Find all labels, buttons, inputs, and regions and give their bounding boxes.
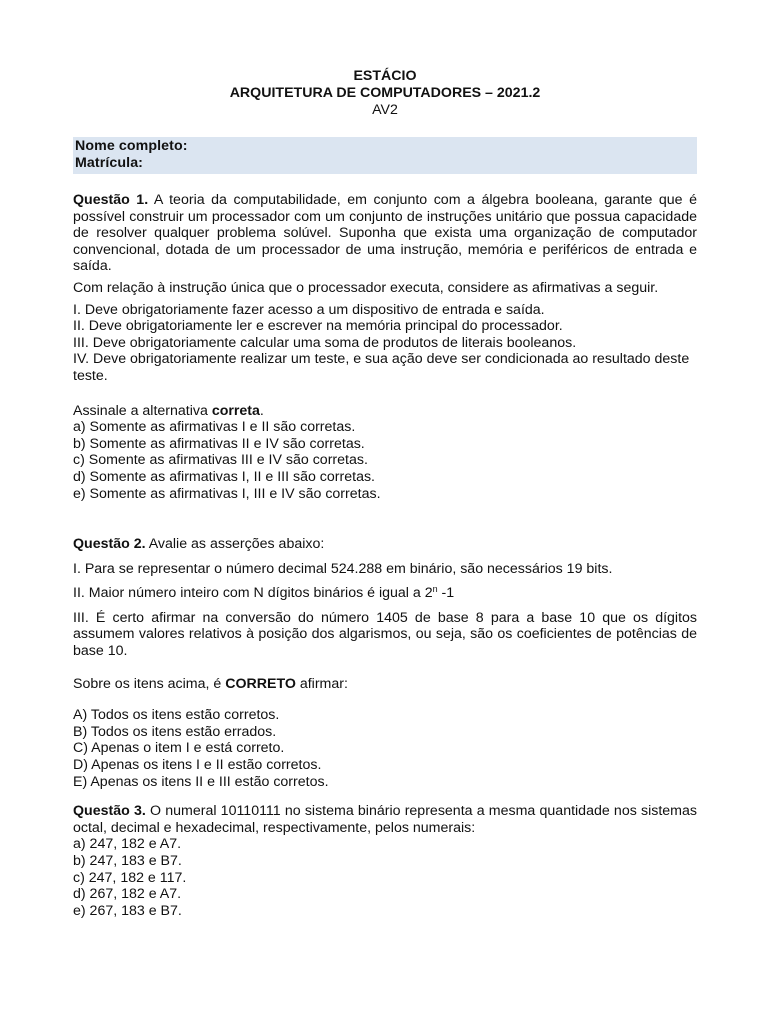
option-item: d) 267, 182 e A7.: [73, 886, 182, 903]
question-3: [73, 803, 697, 919]
question-2-options: [73, 707, 697, 790]
option-item: e) Somente as afirmativas I, III e IV são corretas.: [73, 485, 381, 502]
assertion-2: II. Maior número inteiro com N dígitos binários é igual a 2$^n$ -1: [73, 584, 455, 602]
question-1-context: Com relação à instrução única que o processador executa, considere as afirmativas a seguir.: [73, 279, 659, 296]
option-item: a) Somente as afirmativas I e II são corretas.: [73, 419, 356, 436]
option-item: B) Todos os itens estão errados.: [73, 723, 277, 740]
student-info-box: [73, 137, 697, 174]
question-1-text: A teoria da computabilidade, em conjunto com a álgebra booleana, garante que é possível construir um processador com um conjunto de instruções unitário que possua capacidade de resolver qualquer problema solúvel. Suponha que exista uma organização de computador convencional, dotada de um processador de uma instrução, memória e periféricos de entrada e saída.: [73, 192, 697, 275]
option-item: a) 247, 182 e A7.: [73, 836, 182, 853]
question-3-options: [73, 836, 697, 919]
question-1-statements: [73, 302, 697, 385]
name-label: Nome completo:: [75, 138, 188, 154]
question-3-intro: [73, 803, 697, 836]
institution-title: ESTÁCIO: [353, 68, 417, 84]
assertion-3: III. É certo afirmar na conversão do número 1405 de base 8 para a base 10 que os dígitos assumem valores relativos à posição dos algarismos, ou seja, são os coeficientes de potências de base 10.: [73, 609, 697, 660]
option-item: D) Apenas os itens I e II estão corretos.: [73, 757, 322, 774]
option-item: c) Somente as afirmativas III e IV são corretas.: [73, 452, 368, 469]
question-1-label: Questão 1.: [73, 192, 149, 208]
statement-item: I. Deve obrigatoriamente fazer acesso a um dispositivo de entrada e saída.: [73, 301, 545, 318]
statement-item: III. Deve obrigatoriamente calcular uma soma de produtos de literais booleanos.: [73, 334, 577, 351]
question-1-intro: [73, 192, 697, 275]
option-item: e) 267, 183 e B7.: [73, 902, 182, 919]
option-item: b) Somente as afirmativas II e IV são corretas.: [73, 435, 365, 452]
exam-title: AV2: [372, 102, 398, 118]
document-page: [73, 68, 697, 919]
registration-label: Matrícula:: [75, 155, 144, 171]
course-title: ARQUITETURA DE COMPUTADORES – 2021.2: [229, 85, 541, 101]
question-2-text: Avalie as asserções abaixo:: [145, 536, 325, 553]
option-item: A) Todos os itens estão corretos.: [73, 707, 280, 724]
option-item: c) 247, 182 e 117.: [73, 869, 187, 886]
statement-item: IV. Deve obrigatoriamente realizar um teste, e sua ação deve ser condicionada ao resultado deste teste.: [73, 351, 690, 384]
question-2-label: Questão 2.: [73, 536, 146, 553]
option-item: b) 247, 183 e B7.: [73, 853, 182, 869]
option-item: d) Somente as afirmativas I, II e III são corretas.: [73, 468, 375, 485]
question-2-prompt: Sobre os itens acima, é CORRETO afirmar:: [73, 675, 348, 692]
option-item: E) Apenas os itens II e III estão corretos.: [73, 773, 329, 790]
question-1-options: [73, 419, 697, 502]
question-3-label: Questão 3.: [73, 803, 146, 820]
question-3-text: O numeral 10110111 no sistema binário representa a mesma quantidade nos sistemas octal, decimal e hexadecimal, respectivamente, pelos numerais:: [73, 803, 697, 836]
option-item: C) Apenas o item I e está correto.: [73, 740, 285, 757]
assertion-1: I. Para se representar o número decimal 524.288 em binário, são necessários 19 bits.: [73, 560, 613, 577]
question-1-prompt: Assinale a alternativa correta.: [73, 402, 264, 419]
statement-item: II. Deve obrigatoriamente ler e escrever na memória principal do processador.: [73, 318, 563, 335]
question-2: [73, 536, 697, 790]
question-1: [73, 192, 697, 502]
question-2-intro: [73, 536, 697, 553]
document-header: [73, 68, 697, 119]
